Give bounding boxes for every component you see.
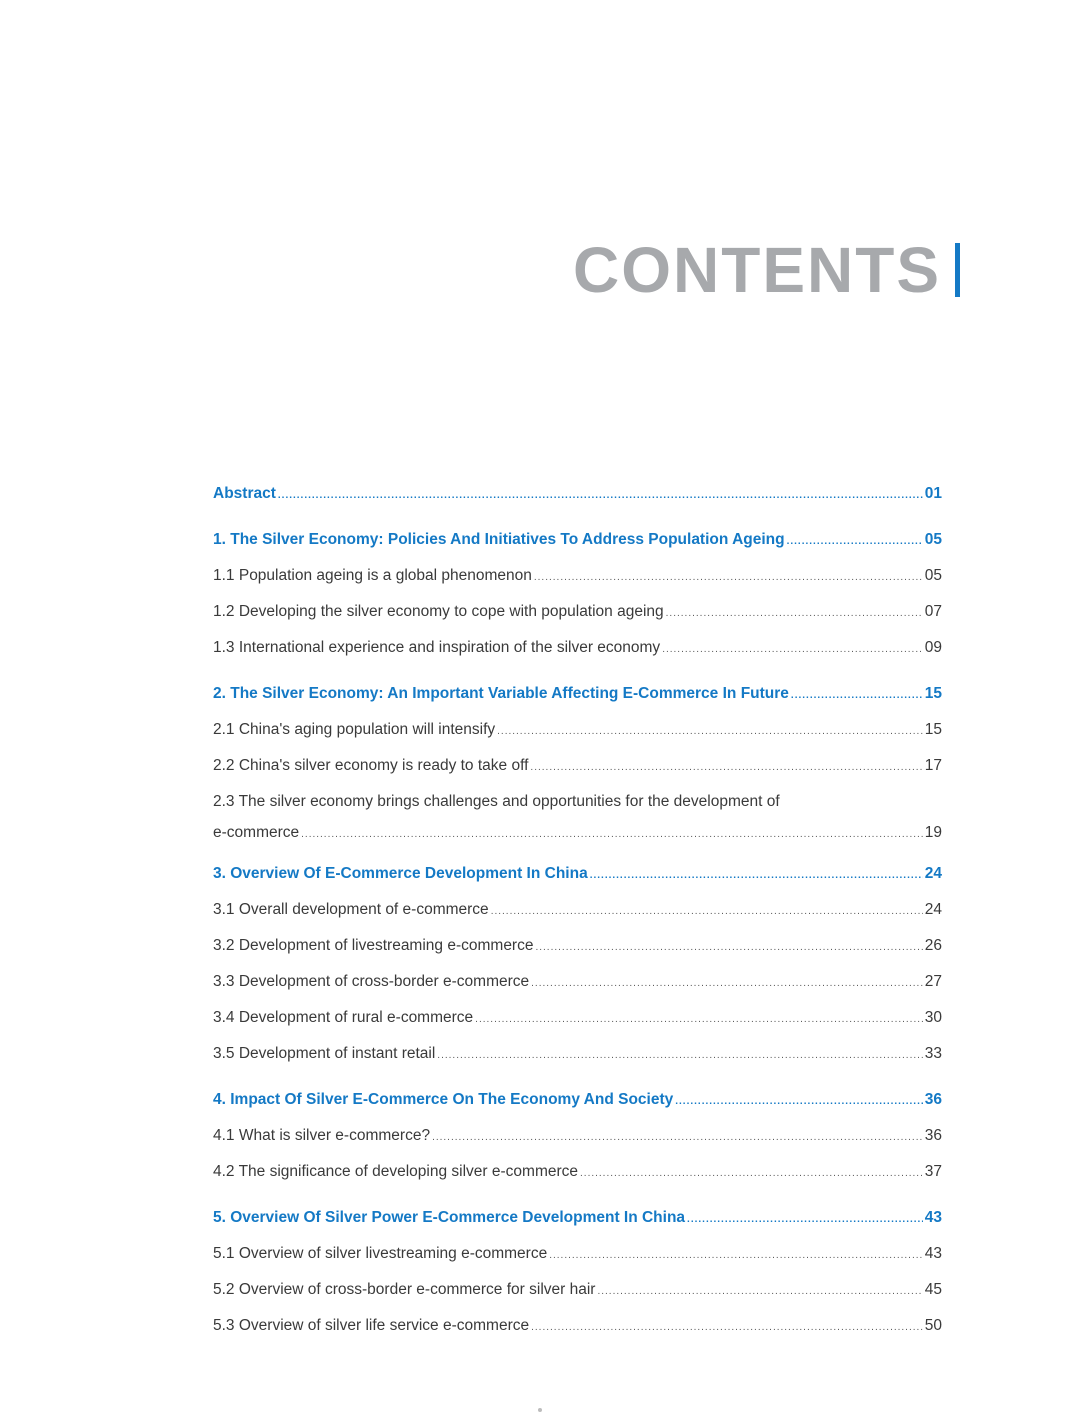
dot-leader <box>278 478 923 514</box>
toc-item[interactable] <box>213 1118 942 1154</box>
toc-item[interactable] <box>213 1154 942 1190</box>
toc-page-number: 43 <box>924 1209 942 1226</box>
toc-item-label: 2.2 China's silver economy is ready to take off <box>213 757 529 774</box>
toc-section[interactable] <box>213 1082 942 1118</box>
dot-leader <box>662 632 923 668</box>
toc-page-number: 19 <box>924 824 942 841</box>
toc-item[interactable] <box>213 558 942 594</box>
dot-leader <box>531 1310 923 1346</box>
toc-item-label: 5.2 Overview of cross-border e-commerce for silver hair <box>213 1281 596 1298</box>
toc-item-label: 1.1 Population ageing is a global phenomenon <box>213 567 532 584</box>
toc-item-label: 3.4 Development of rural e-commerce <box>213 1009 474 1026</box>
toc-item-label: 3.3 Development of cross-border e-commerce <box>213 973 530 990</box>
toc-item[interactable] <box>213 1308 942 1344</box>
dot-leader <box>597 1274 922 1310</box>
toc-item-label: 4.1 What is silver e-commerce? <box>213 1127 431 1144</box>
toc-page-number: 05 <box>924 567 942 584</box>
dot-leader <box>590 858 923 894</box>
toc-item[interactable] <box>213 748 942 784</box>
dot-leader <box>666 596 923 632</box>
toc-page-number: 36 <box>924 1091 942 1108</box>
toc-page-number: 45 <box>924 1281 942 1298</box>
dot-leader <box>491 894 923 930</box>
dot-leader <box>580 1156 923 1192</box>
toc-item-label: 5.1 Overview of silver livestreaming e-commerce <box>213 1245 548 1262</box>
toc-section[interactable] <box>213 676 942 712</box>
toc-item[interactable] <box>213 1000 942 1036</box>
toc-item[interactable] <box>213 964 942 1000</box>
dot-leader <box>530 750 922 786</box>
dot-leader <box>301 822 923 848</box>
page-title-block <box>573 232 960 308</box>
dot-leader <box>549 1238 923 1274</box>
toc-page-number: 43 <box>924 1245 942 1262</box>
table-of-contents <box>213 476 942 1344</box>
toc-section-label: 1. The Silver Economy: Policies And Initiatives To Address Population Ageing <box>213 531 785 548</box>
toc-item[interactable] <box>213 594 942 630</box>
toc-item[interactable] <box>213 1272 942 1308</box>
toc-section-label: Abstract <box>213 485 276 502</box>
toc-page-number: 15 <box>924 685 942 702</box>
toc-item-label: 4.2 The significance of developing silver e-commerce <box>213 1163 579 1180</box>
dot-leader <box>497 714 923 750</box>
toc-section[interactable] <box>213 476 942 512</box>
dot-leader <box>531 966 923 1002</box>
toc-page-number: 26 <box>924 937 942 954</box>
toc-item-label: 3.1 Overall development of e-commerce <box>213 901 489 918</box>
dot-leader <box>791 678 923 714</box>
toc-page-number: 07 <box>924 603 942 620</box>
toc-item-label: 2.1 China's aging population will intensify <box>213 721 496 738</box>
toc-page-number: 50 <box>924 1317 942 1334</box>
toc-page-number: 17 <box>924 757 942 774</box>
dot-leader <box>534 560 923 596</box>
toc-item-label: 5.3 Overview of silver life service e-commerce <box>213 1317 530 1334</box>
toc-section[interactable] <box>213 522 942 558</box>
toc-page-number: 36 <box>924 1127 942 1144</box>
toc-item-label: 2.3 The silver economy brings challenges and opportunities for the development of <box>213 793 780 810</box>
dot-leader <box>787 524 923 560</box>
toc-item[interactable] <box>213 712 942 748</box>
toc-item[interactable] <box>213 1236 942 1272</box>
toc-section[interactable] <box>213 856 942 892</box>
toc-section-label: 4. Impact Of Silver E-Commerce On The Economy And Society <box>213 1091 674 1108</box>
dot-leader <box>687 1202 923 1238</box>
title-accent-bar <box>955 243 960 297</box>
dot-leader <box>437 1038 922 1074</box>
page-marker-dot <box>538 1408 542 1412</box>
toc-item-label: 3.5 Development of instant retail <box>213 1045 436 1062</box>
toc-item-label: 1.2 Developing the silver economy to cope with population ageing <box>213 603 664 620</box>
toc-item[interactable] <box>213 928 942 964</box>
dot-leader <box>432 1120 923 1156</box>
toc-page-number: 37 <box>924 1163 942 1180</box>
toc-item-label: 1.3 International experience and inspiration of the silver economy <box>213 639 661 656</box>
toc-page-number: 24 <box>924 901 942 918</box>
dot-leader <box>535 930 922 966</box>
toc-page-number: 33 <box>924 1045 942 1062</box>
toc-item[interactable] <box>213 892 942 928</box>
page-title: CONTENTS <box>573 234 941 306</box>
toc-item-label: e-commerce <box>213 824 300 841</box>
toc-section-label: 2. The Silver Economy: An Important Variable Affecting E-Commerce In Future <box>213 685 789 702</box>
toc-page-number: 01 <box>924 485 942 502</box>
toc-section-label: 3. Overview Of E-Commerce Development In China <box>213 865 588 882</box>
toc-item[interactable] <box>213 630 942 666</box>
dot-leader <box>675 1084 923 1120</box>
toc-page-number: 30 <box>924 1009 942 1026</box>
toc-page-number: 24 <box>924 865 942 882</box>
toc-item-label: 3.2 Development of livestreaming e-commerce <box>213 937 534 954</box>
dot-leader <box>475 1002 923 1038</box>
toc-page-number: 27 <box>924 973 942 990</box>
toc-page-number: 05 <box>924 531 942 548</box>
toc-section-label: 5. Overview Of Silver Power E-Commerce Development In China <box>213 1209 686 1226</box>
toc-page-number: 09 <box>924 639 942 656</box>
toc-section[interactable] <box>213 1200 942 1236</box>
toc-page-number: 15 <box>924 721 942 738</box>
toc-item[interactable] <box>213 784 942 820</box>
toc-item-continuation[interactable] <box>213 820 942 846</box>
toc-item[interactable] <box>213 1036 942 1072</box>
